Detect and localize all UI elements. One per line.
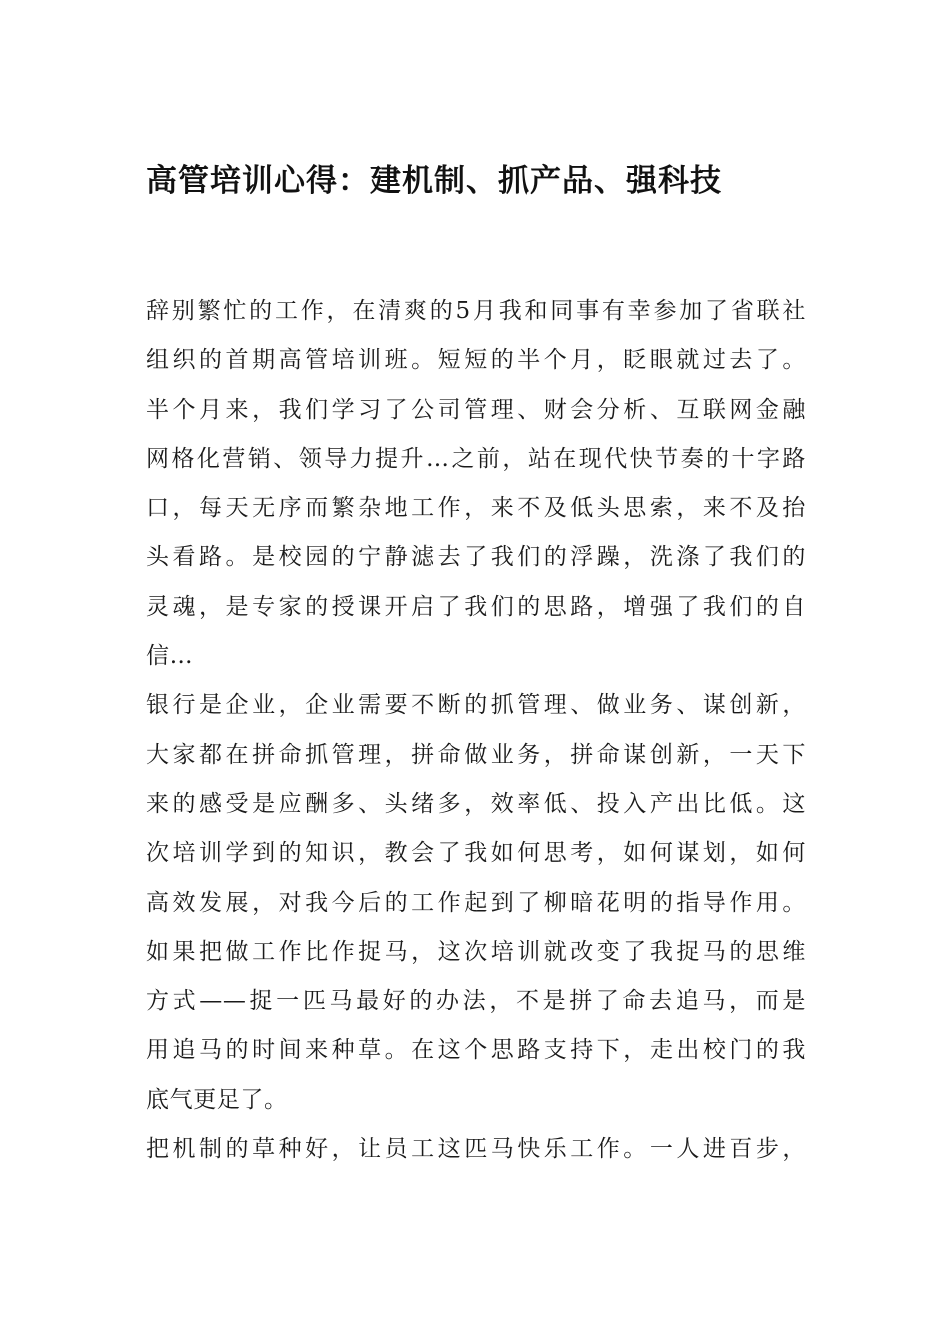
text-line: 大家都在拼命抓管理，拼命做业务，拼命谋创新，一天下 — [146, 741, 806, 768]
text-line: 信… — [146, 643, 194, 670]
text-line: 高效发展，对我今后的工作起到了柳暗花明的指导作用。 — [146, 889, 806, 916]
text-line: 半个月来，我们学习了公司管理、财会分析、互联网金融 — [146, 396, 806, 423]
text-line: 来的感受是应酬多、头绪多，效率低、投入产出比低。这 — [146, 790, 806, 817]
text-line: 银行是企业，企业需要不断的抓管理、做业务、谋创新， — [146, 692, 806, 719]
text-line: 方式——捉一匹马最好的办法，不是拼了命去追马，而是 — [146, 988, 806, 1015]
text-line: 网格化营销、领导力提升…之前，站在现代快节奏的十字路 — [146, 445, 806, 472]
text-line: 如果把做工作比作捉马，这次培训就改变了我捉马的思维 — [146, 938, 806, 965]
text-line: 用追马的时间来种草。在这个思路支持下，走出校门的我 — [146, 1037, 806, 1064]
text-line: 头看路。是校园的宁静滤去了我们的浮躁，洗涤了我们的 — [146, 544, 806, 571]
text-line: 口，每天无序而繁杂地工作，来不及低头思索，来不及抬 — [146, 495, 806, 522]
document-title: 高管培训心得：建机制、抓产品、强科技 — [146, 163, 722, 199]
text-line: 组织的首期高管培训班。短短的半个月，眨眼就过去了。 — [146, 347, 806, 374]
text-line: 灵魂，是专家的授课开启了我们的思路，增强了我们的自 — [146, 593, 806, 620]
text-line: 辞别繁忙的工作，在清爽的5月我和同事有幸参加了省联社 — [146, 298, 806, 324]
text-line: 次培训学到的知识，教会了我如何思考，如何谋划，如何 — [146, 840, 806, 867]
document-body — [146, 287, 806, 1174]
text-line: 把机制的草种好，让员工这匹马快乐工作。一人进百步， — [146, 1136, 806, 1163]
text-line: 底气更足了。 — [146, 1086, 288, 1113]
